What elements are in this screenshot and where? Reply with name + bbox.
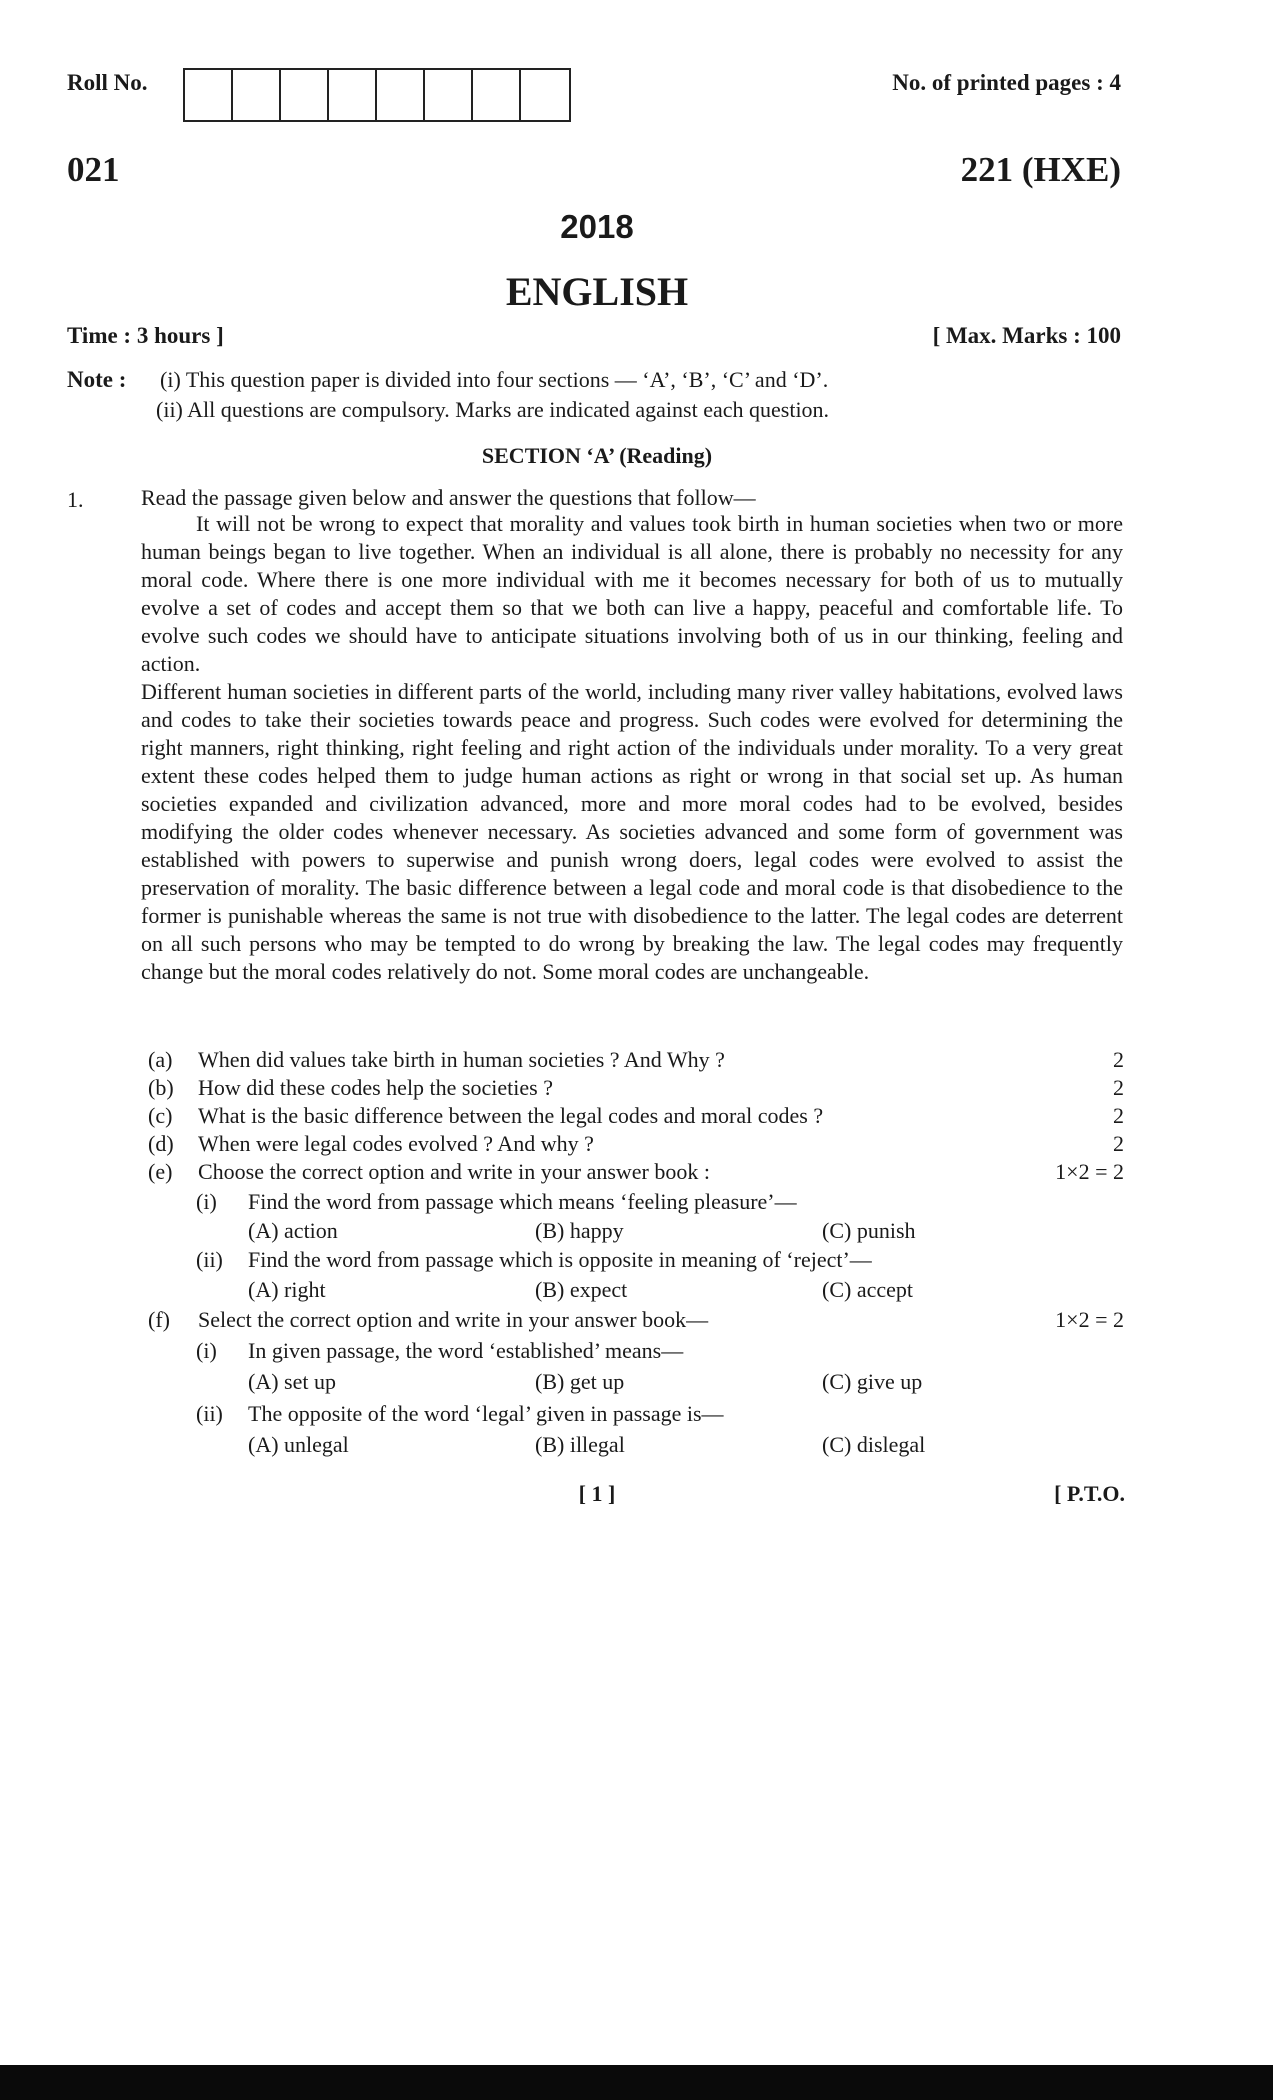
option-b: (B) illegal (535, 1432, 625, 1457)
reading-passage (141, 510, 1123, 986)
option-c: (C) dislegal (822, 1432, 926, 1457)
question-item (148, 1131, 1124, 1157)
sub-question-text: Find the word from passage which means ‘feeling pleasure’— (248, 1189, 797, 1214)
option-b: (B) get up (535, 1369, 625, 1394)
sub-question-text: In given passage, the word ‘established’ means— (248, 1338, 684, 1363)
roll-digit-box[interactable] (281, 70, 329, 120)
sub-question (196, 1338, 683, 1364)
question-marks: 1×2 = 2 (1055, 1159, 1124, 1184)
question-text: How did these codes help the societies ? (198, 1075, 553, 1100)
option-a: (A) action (248, 1218, 338, 1243)
question-marks: 2 (1113, 1047, 1124, 1072)
sub-question-label: (i) (196, 1189, 217, 1214)
question-marks: 2 (1113, 1103, 1124, 1128)
question-marks: 2 (1113, 1075, 1124, 1100)
section-a-title: SECTION ‘A’ (Reading) (481, 443, 713, 468)
max-marks: [ Max. Marks : 100 (932, 323, 1121, 348)
question-item (148, 1075, 1124, 1101)
sub-question-label: (i) (196, 1338, 217, 1363)
roll-digit-box[interactable] (233, 70, 281, 120)
option-a: (A) unlegal (248, 1432, 349, 1457)
question-label: (e) (148, 1159, 173, 1184)
roll-digit-box[interactable] (329, 70, 377, 120)
roll-number-label: Roll No. (67, 70, 148, 95)
sub-question (196, 1247, 872, 1273)
sub-question-text: The opposite of the word ‘legal’ given in passage is— (248, 1401, 724, 1426)
roll-number-boxes (183, 68, 571, 122)
question-label: (d) (148, 1131, 174, 1156)
sub-question-label: (ii) (196, 1247, 223, 1272)
roll-digit-box[interactable] (425, 70, 473, 120)
question-item (148, 1307, 1124, 1333)
paper-code-left: 021 (67, 150, 120, 189)
question-text: When did values take birth in human societies ? And Why ? (198, 1047, 725, 1072)
passage-paragraph: Different human societies in different parts of the world, including many river valley habitations, evolved laws and codes to take their societies towards peace and progress. Such codes were evolved for determining the right manners, right thinking, right feeling and right action of the individuals under morality. To a very great extent these codes helped them to judge human actions as right or wrong in that social set up. As human societies expanded and civilization advanced, more and more moral codes had to be evolved, besides modifying the older codes whenever necessary. As societies advanced and some form of government was established with powers to superwise and punish wrong doers, legal codes were evolved to assist the preservation of morality. The basic difference between a legal code and moral code is that disobedience to the former is punishable whereas the same is not true with disobedience to the latter. The legal codes are deterrent on all such persons who may be tempted to do wrong by breaking the law. The legal codes may frequently change but the moral codes relatively do not. Some moral codes are unchangeable. (141, 679, 1123, 984)
option-c: (C) give up (822, 1369, 923, 1394)
question-text: Select the correct option and write in your answer book— (198, 1307, 709, 1332)
page-number: [ 1 ] (578, 1481, 616, 1506)
roll-digit-box[interactable] (377, 70, 425, 120)
question-item (148, 1159, 1124, 1185)
option-c: (C) accept (822, 1277, 913, 1302)
sub-question (196, 1189, 797, 1215)
note-label: Note : (67, 367, 127, 392)
option-row (248, 1369, 1022, 1395)
option-a: (A) set up (248, 1369, 336, 1394)
paper-code-right: 221 (HXE) (960, 150, 1121, 189)
option-row (248, 1277, 1022, 1303)
option-b: (B) expect (535, 1277, 628, 1302)
option-row (248, 1432, 1022, 1458)
question-label: (f) (148, 1307, 170, 1332)
option-c: (C) punish (822, 1218, 916, 1243)
question-label: (b) (148, 1075, 174, 1100)
question-item (148, 1103, 1124, 1129)
question-item (148, 1047, 1124, 1073)
question-label: (a) (148, 1047, 173, 1072)
exam-year: 2018 (560, 208, 634, 245)
sub-question-label: (ii) (196, 1401, 223, 1426)
roll-digit-box[interactable] (521, 70, 569, 120)
question-marks: 1×2 = 2 (1055, 1307, 1124, 1332)
question-label: (c) (148, 1103, 173, 1128)
time-allowed: Time : 3 hours ] (67, 323, 224, 348)
printed-pages-count: No. of printed pages : 4 (892, 70, 1121, 95)
question-text: When were legal codes evolved ? And why ? (198, 1131, 594, 1156)
note-line: (i) This question paper is divided into four sections — ‘A’, ‘B’, ‘C’ and ‘D’. (160, 367, 829, 392)
note-line: (ii) All questions are compulsory. Marks are indicated against each question. (156, 397, 830, 422)
roll-digit-box[interactable] (473, 70, 521, 120)
please-turn-over: [ P.T.O. (1054, 1481, 1125, 1506)
sub-question-text: Find the word from passage which is opposite in meaning of ‘reject’— (248, 1247, 872, 1272)
option-a: (A) right (248, 1277, 326, 1302)
roll-digit-box[interactable] (185, 70, 233, 120)
scan-edge-bar (0, 2065, 1273, 2100)
option-row (248, 1218, 1022, 1244)
passage-paragraph: It will not be wrong to expect that morality and values took birth in human societies when two or more human beings began to live together. When an individual is all alone, there is probably no necessity for any moral code. Where there is one more individual with me it becomes necessary for both of us to mutually evolve a set of codes and accept them so that we both can live a happy, peaceful and comfortable life. To evolve such codes we should have to anticipate situations involving both of us in our thinking, feeling and action. (141, 511, 1123, 676)
question-number: 1. (67, 487, 84, 512)
question-marks: 2 (1113, 1131, 1124, 1156)
subject-title: ENGLISH (505, 269, 689, 314)
question-text: Choose the correct option and write in your answer book : (198, 1159, 710, 1184)
question-intro: Read the passage given below and answer the questions that follow— (141, 485, 756, 510)
sub-question (196, 1401, 724, 1427)
option-b: (B) happy (535, 1218, 624, 1243)
question-text: What is the basic difference between the legal codes and moral codes ? (198, 1103, 824, 1128)
